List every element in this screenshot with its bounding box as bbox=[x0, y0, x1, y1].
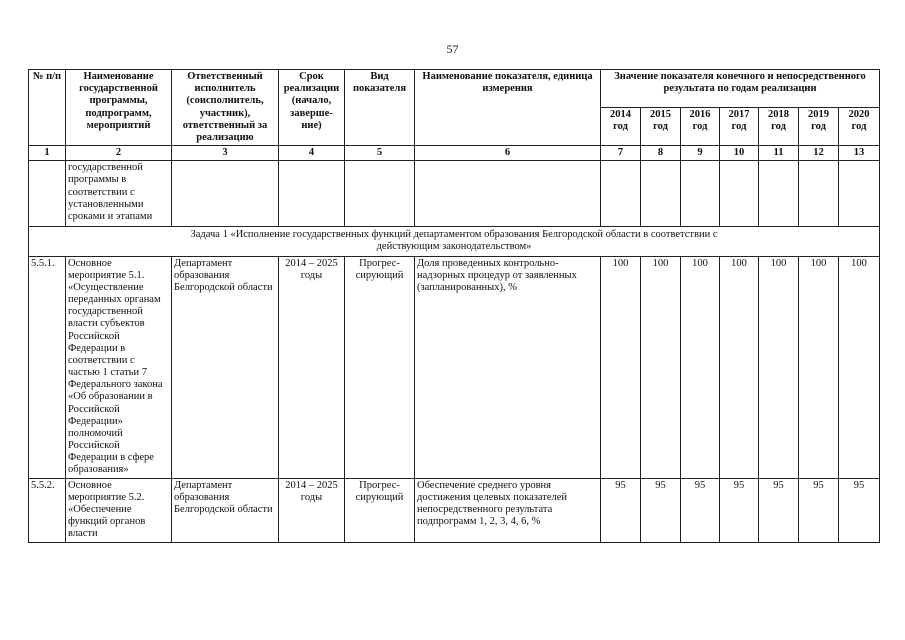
table-cell bbox=[681, 161, 720, 227]
header-values-group: Значение показателя конечного и непосредственного результата по годам реализации bbox=[601, 70, 880, 108]
column-number: 2 bbox=[66, 146, 172, 161]
table-cell bbox=[720, 161, 759, 227]
indicators-table bbox=[28, 69, 880, 543]
row-value-2014: 95 bbox=[601, 478, 641, 542]
header-year: 2020 год bbox=[839, 108, 880, 146]
row-responsible: Департамент образования Белгородской области bbox=[172, 478, 279, 542]
continuation-row bbox=[29, 161, 880, 227]
header-year: 2014 год bbox=[601, 108, 641, 146]
column-number: 6 bbox=[415, 146, 601, 161]
column-number: 7 bbox=[601, 146, 641, 161]
row-value-2014: 100 bbox=[601, 256, 641, 478]
column-number: 4 bbox=[279, 146, 345, 161]
row-value-2016: 95 bbox=[681, 478, 720, 542]
row-number: 5.5.1. bbox=[29, 256, 66, 478]
header-year: 2017 год bbox=[720, 108, 759, 146]
row-value-2017: 100 bbox=[720, 256, 759, 478]
column-number: 5 bbox=[345, 146, 415, 161]
row-indicator-type: Прогрес-сирующий bbox=[345, 478, 415, 542]
table-cell bbox=[415, 161, 601, 227]
continuation-name: государственной программы в соответствии с установленными сроками и этапами bbox=[66, 161, 172, 227]
table-cell bbox=[641, 161, 681, 227]
row-value-2018: 100 bbox=[759, 256, 799, 478]
row-value-2018: 95 bbox=[759, 478, 799, 542]
row-activity-name: Основное мероприятие 5.2. «Обеспечение функций органов власти bbox=[66, 478, 172, 542]
row-value-2019: 100 bbox=[799, 256, 839, 478]
header-row bbox=[29, 70, 880, 108]
table-cell bbox=[345, 161, 415, 227]
column-number: 3 bbox=[172, 146, 279, 161]
table-cell bbox=[839, 161, 880, 227]
header-indicator-type: Вид показателя bbox=[345, 70, 415, 146]
row-indicator-type: Прогрес-сирующий bbox=[345, 256, 415, 478]
row-period: 2014 – 2025 годы bbox=[279, 478, 345, 542]
table-cell bbox=[29, 161, 66, 227]
row-indicator-name: Обеспечение среднего уровня достижения целевых показателей непосредственного результата подпрограмм 1, 2, 3, 4, 6, % bbox=[415, 478, 601, 542]
header-num: № п/п bbox=[29, 70, 66, 146]
row-activity-name: Основное мероприятие 5.1. «Осуществление переданных органам государственной власти субъектов Российской Федерации в соответствии с частью 1 статьи 7 Федерального закона «Об образовании в Российской Федерации» полномочий Российской Федерации в сфере образования» bbox=[66, 256, 172, 478]
column-number: 9 bbox=[681, 146, 720, 161]
column-number: 10 bbox=[720, 146, 759, 161]
table-row bbox=[29, 256, 880, 478]
header-year: 2015 год bbox=[641, 108, 681, 146]
task-title: Задача 1 «Исполнение государственных функций департаментом образования Белгородской области в соответствии с действующим законодательством» bbox=[29, 227, 880, 256]
row-value-2015: 95 bbox=[641, 478, 681, 542]
table-cell bbox=[279, 161, 345, 227]
header-responsible: Ответственный исполнитель (соисполнитель, участник), ответственный за реализацию bbox=[172, 70, 279, 146]
row-value-2019: 95 bbox=[799, 478, 839, 542]
table-cell bbox=[601, 161, 641, 227]
column-numbers-row bbox=[29, 146, 880, 161]
header-indicator-name: Наименование показателя, единица измерения bbox=[415, 70, 601, 146]
row-value-2017: 95 bbox=[720, 478, 759, 542]
row-period: 2014 – 2025 годы bbox=[279, 256, 345, 478]
row-value-2020: 95 bbox=[839, 478, 880, 542]
table-cell bbox=[172, 161, 279, 227]
column-number: 11 bbox=[759, 146, 799, 161]
column-number: 13 bbox=[839, 146, 880, 161]
table-row bbox=[29, 478, 880, 542]
page-number: 57 bbox=[446, 42, 459, 56]
column-number: 1 bbox=[29, 146, 66, 161]
header-year: 2016 год bbox=[681, 108, 720, 146]
table-cell bbox=[799, 161, 839, 227]
row-responsible: Департамент образования Белгородской области bbox=[172, 256, 279, 478]
task-row bbox=[29, 227, 880, 256]
header-year: 2018 год bbox=[759, 108, 799, 146]
header-year: 2019 год bbox=[799, 108, 839, 146]
header-program-name: Наименование государственной программы, подпрограмм, мероприятий bbox=[66, 70, 172, 146]
header-period: Срок реализации (начало, заверше-ние) bbox=[279, 70, 345, 146]
column-number: 8 bbox=[641, 146, 681, 161]
column-number: 12 bbox=[799, 146, 839, 161]
row-value-2016: 100 bbox=[681, 256, 720, 478]
row-indicator-name: Доля проведенных контрольно-надзорных процедур от заявленных (запланированных), % bbox=[415, 256, 601, 478]
table-cell bbox=[759, 161, 799, 227]
row-number: 5.5.2. bbox=[29, 478, 66, 542]
row-value-2015: 100 bbox=[641, 256, 681, 478]
row-value-2020: 100 bbox=[839, 256, 880, 478]
